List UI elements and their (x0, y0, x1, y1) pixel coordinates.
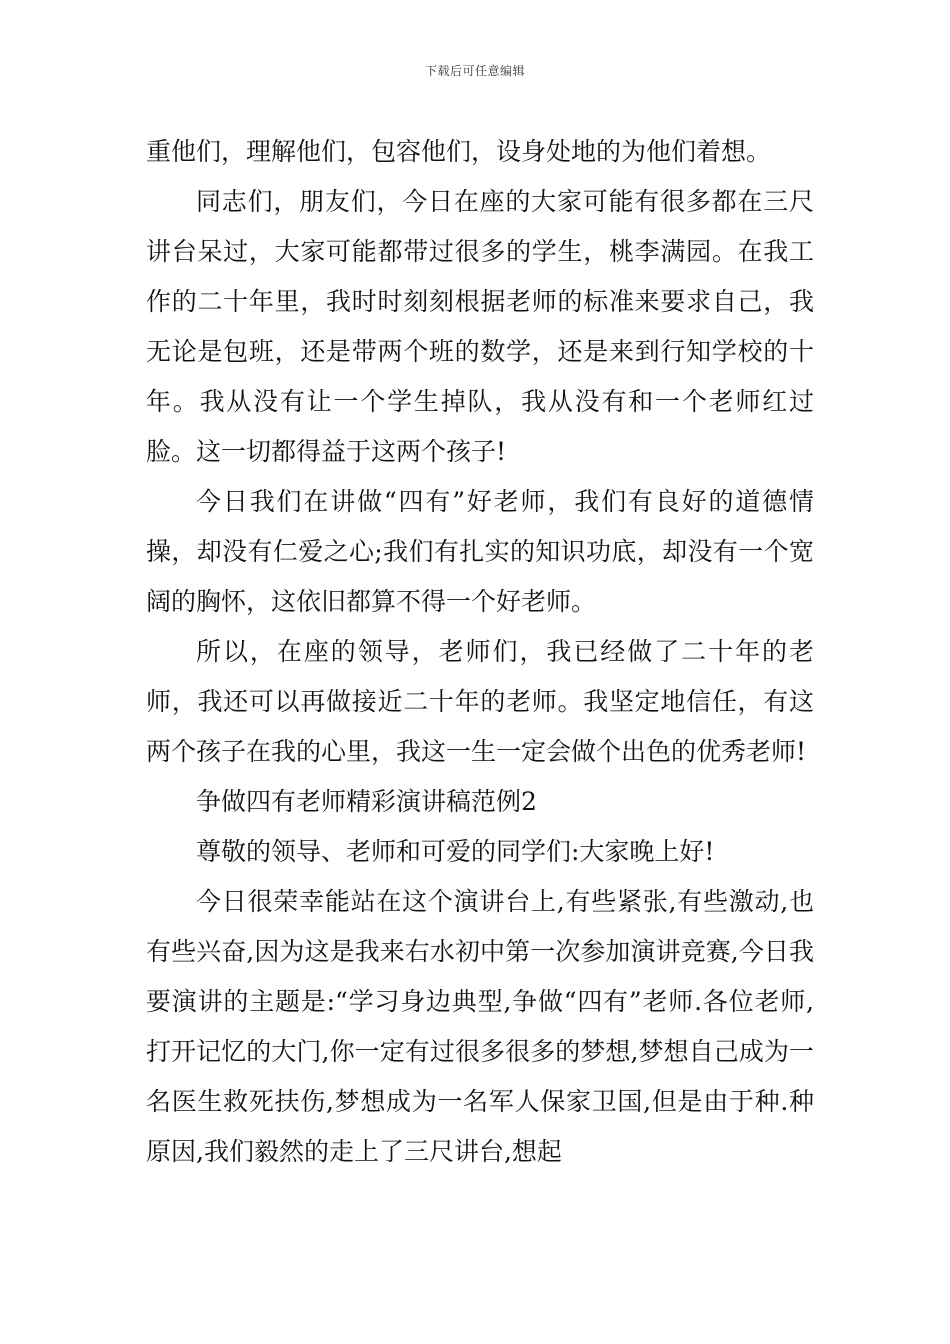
page-header: 下载后可任意编辑 (424, 64, 525, 78)
section-heading: 争做四有老师精彩演讲稿范例2 (196, 787, 537, 816)
paragraph-7: 今日很荣幸能站在这个演讲台上,有些紧张,有些激动,也有些兴奋,因为这是我来右水初中第一次参加演讲竞赛,今日我要演讲的主题是:“学习身边典型,争做“四有”老师.各位老师,打开记忆的大门,你一定有过很多很多的梦想,梦想自己成为一名医生救死扶伤,梦想成为一名军人保家卫国,但是由于种.种原因,我们毅然的走上了三尺讲台,想起 (146, 887, 814, 1166)
paragraph-2: 同志们，朋友们，今日在座的大家可能有很多都在三尺讲台呆过，大家可能都带过很多的学生，桃李满园。在我工作的二十年里，我时时刻刻根据老师的标准来要求自己，我无论是包班，还是带两个班的数学，还是来到行知学校的十年。我从没有让一个学生掉队，我从没有和一个老师红过脸。这一切都得益于这两个孩子! (146, 187, 814, 466)
paragraph-1: 重他们，理解他们，包容他们，设身处地的为他们着想。 (146, 137, 772, 166)
paragraph-3: 今日我们在讲做“四有”好老师，我们有良好的道德情操，却没有仁爱之心;我们有扎实的知识功底，却没有一个宽阔的胸怀，这依旧都算不得一个好老师。 (146, 487, 814, 616)
greeting-paragraph: 尊敬的领导、老师和可爱的同学们:大家晚上好! (196, 837, 715, 866)
paragraph-4: 所以，在座的领导，老师们，我已经做了二十年的老师，我还可以再做接近二十年的老师。我坚定地信任，有这两个孩子在我的心里，我这一生一定会做个出色的优秀老师! (146, 637, 814, 766)
document-body (146, 127, 814, 1177)
